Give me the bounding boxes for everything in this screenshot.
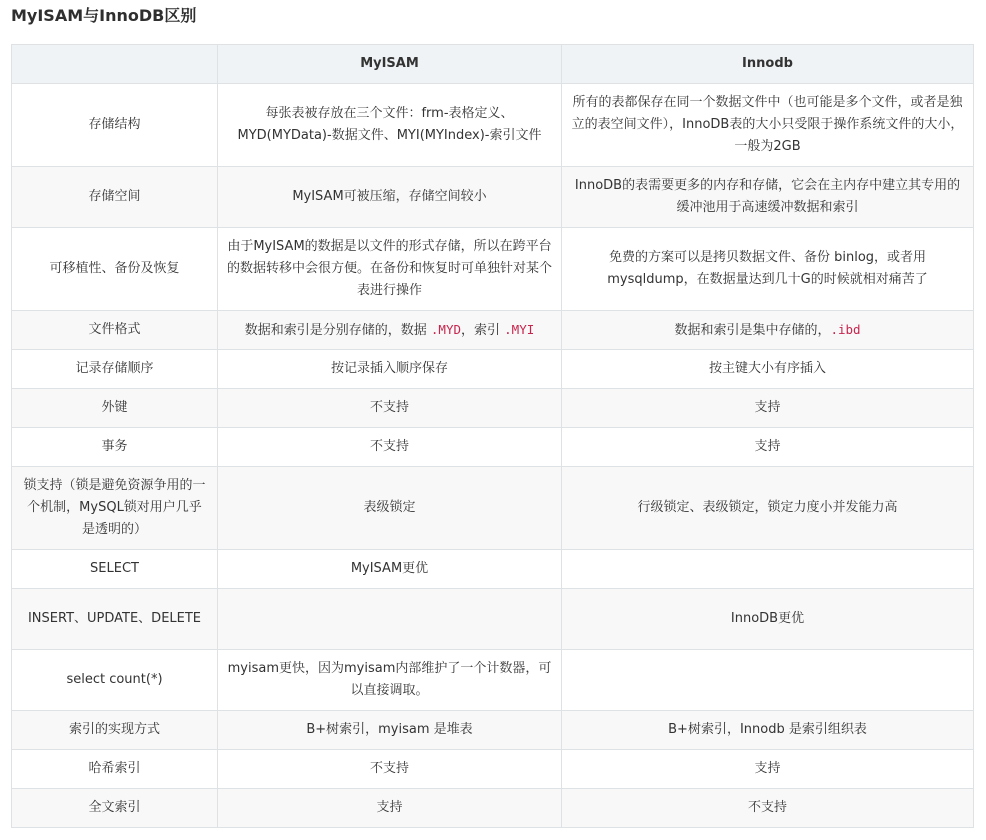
feature-cell: 全文索引 <box>12 789 218 828</box>
header-myisam: MyISAM <box>218 45 562 84</box>
feature-cell: select count(*) <box>12 650 218 711</box>
myisam-cell: 支持 <box>218 789 562 828</box>
comparison-table <box>11 44 974 828</box>
header-feature <box>12 45 218 84</box>
feature-cell: 文件格式 <box>12 311 218 350</box>
myisam-cell: 不支持 <box>218 750 562 789</box>
innodb-cell: 支持 <box>562 750 974 789</box>
myisam-cell: 每张表被存放在三个文件：frm-表格定义、MYD(MYData)-数据文件、MYI(MYIndex)-索引文件 <box>218 84 562 167</box>
myisam-cell: MyISAM可被压缩，存储空间较小 <box>218 167 562 228</box>
myisam-cell: myisam更快，因为myisam内部维护了一个计数器，可以直接调取。 <box>218 650 562 711</box>
innodb-text: 数据和索引是集中存储的， <box>674 322 831 338</box>
table-row <box>12 550 974 589</box>
myisam-cell: MyISAM更优 <box>218 550 562 589</box>
innodb-cell <box>562 550 974 589</box>
feature-cell: 存储结构 <box>12 84 218 167</box>
myisam-cell: 表级锁定 <box>218 467 562 550</box>
table-row <box>12 167 974 228</box>
table-row <box>12 350 974 389</box>
table-body <box>12 84 974 828</box>
table-row <box>12 389 974 428</box>
myisam-cell <box>218 311 562 350</box>
feature-cell: 哈希索引 <box>12 750 218 789</box>
innodb-cell: 按主键大小有序插入 <box>562 350 974 389</box>
page-title: MyISAM与InnoDB区别 <box>11 6 197 25</box>
table-row <box>12 750 974 789</box>
table-header <box>12 45 974 84</box>
innodb-cell: 行级锁定、表级锁定，锁定力度小并发能力高 <box>562 467 974 550</box>
myisam-text: ，索引 <box>461 322 505 338</box>
innodb-cell: 所有的表都保存在同一个数据文件中（也可能是多个文件，或者是独立的表空间文件），InnoDB表的大小只受限于操作系统文件的大小，一般为2GB <box>562 84 974 167</box>
feature-cell: SELECT <box>12 550 218 589</box>
myisam-cell: 不支持 <box>218 428 562 467</box>
feature-cell: 事务 <box>12 428 218 467</box>
myd-extension-code: .MYD <box>430 321 461 337</box>
feature-cell: INSERT、UPDATE、DELETE <box>12 589 218 650</box>
innodb-cell: InnoDB的表需要更多的内存和存储，它会在主内存中建立其专用的缓冲池用于高速缓冲数据和索引 <box>562 167 974 228</box>
innodb-cell: 免费的方案可以是拷贝数据文件、备份 binlog，或者用 mysqldump，在数据量达到几十G的时候就相对痛苦了 <box>562 228 974 311</box>
table-row <box>12 84 974 167</box>
feature-cell: 可移植性、备份及恢复 <box>12 228 218 311</box>
table-row <box>12 650 974 711</box>
myisam-cell: 由于MyISAM的数据是以文件的形式存储，所以在跨平台的数据转移中会很方便。在备份和恢复时可单独针对某个表进行操作 <box>218 228 562 311</box>
innodb-cell: InnoDB更优 <box>562 589 974 650</box>
header-innodb: Innodb <box>562 45 974 84</box>
myi-extension-code: .MYI <box>504 321 535 337</box>
myisam-cell: 按记录插入顺序保存 <box>218 350 562 389</box>
feature-cell: 锁支持（锁是避免资源争用的一个机制，MySQL锁对用户几乎是透明的） <box>12 467 218 550</box>
innodb-cell <box>562 311 974 350</box>
table-row <box>12 789 974 828</box>
table-row <box>12 428 974 467</box>
innodb-cell: 支持 <box>562 389 974 428</box>
table-row <box>12 711 974 750</box>
innodb-cell <box>562 650 974 711</box>
feature-cell: 索引的实现方式 <box>12 711 218 750</box>
innodb-cell: 支持 <box>562 428 974 467</box>
feature-cell: 记录存储顺序 <box>12 350 218 389</box>
myisam-text: 数据和索引是分别存储的，数据 <box>244 322 431 338</box>
innodb-cell: B+树索引，Innodb 是索引组织表 <box>562 711 974 750</box>
myisam-cell: 不支持 <box>218 389 562 428</box>
innodb-cell: 不支持 <box>562 789 974 828</box>
table-row <box>12 228 974 311</box>
table-row <box>12 589 974 650</box>
feature-cell: 存储空间 <box>12 167 218 228</box>
feature-cell: 外键 <box>12 389 218 428</box>
myisam-cell <box>218 589 562 650</box>
table-row <box>12 311 974 350</box>
header-row <box>12 45 974 84</box>
ibd-extension-code: .ibd <box>830 321 861 337</box>
myisam-cell: B+树索引，myisam 是堆表 <box>218 711 562 750</box>
table-row <box>12 467 974 550</box>
